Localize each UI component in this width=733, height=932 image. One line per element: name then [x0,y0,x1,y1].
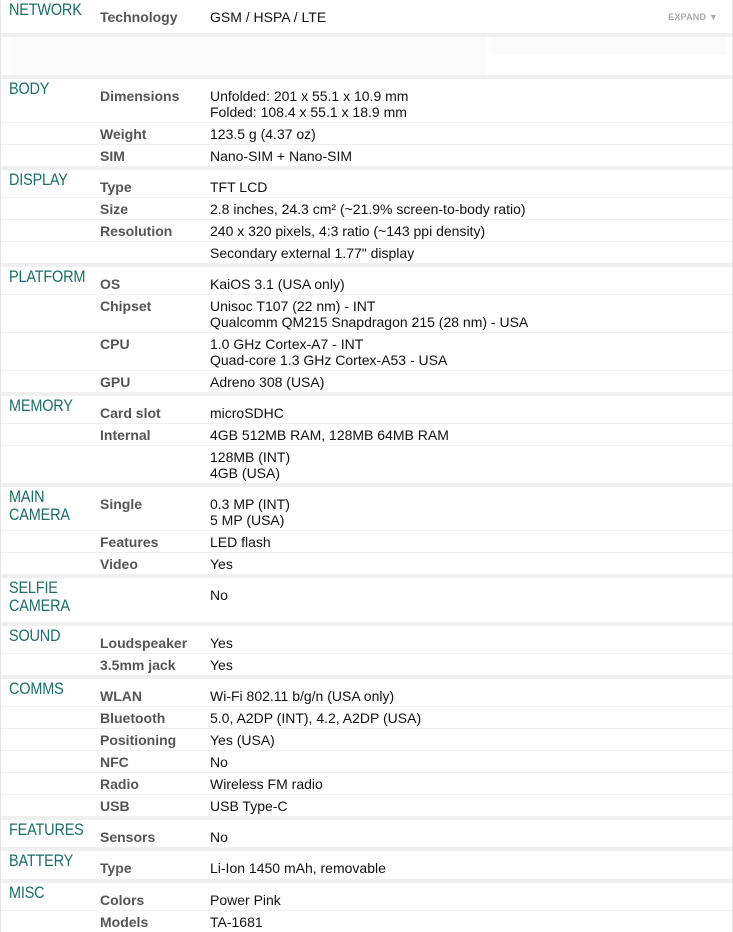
spec-value-line: Yes [210,635,233,651]
spec-row [1,883,732,910]
spec-row [1,750,732,772]
category-label: BATTERY [9,851,74,870]
spec-value-line: Quad-core 1.3 GHz Cortex-A53 - USA [210,352,448,368]
spec-value-line: TFT LCD [210,179,268,195]
spec-section-misc [1,879,732,932]
spec-row [1,294,732,332]
spec-value-line: Yes [210,657,233,673]
category-label: NETWORK [9,0,82,19]
spec-title: Resolution [100,223,173,239]
spec-title: OS [100,276,121,292]
spec-row [1,267,732,294]
spec-row [1,706,732,728]
spec-row [1,578,732,622]
spec-section-platform [1,263,732,392]
spec-row [1,487,732,530]
spec-title: Chipset [100,298,152,314]
spec-section-selfie-camera [1,574,732,622]
spec-row [1,396,732,423]
spec-value [205,176,267,197]
spec-value-line: Unfolded: 201 x 55.1 x 10.9 mm [210,88,409,104]
spec-section-main-camera [1,483,732,574]
spec-title: Weight [100,126,147,142]
spec-row [1,728,732,750]
spec-title: WLAN [100,688,142,704]
category-label: MEMORY [9,396,73,415]
category-label: DISPLAY [9,170,68,189]
spec-value-line: GSM / HSPA / LTE [210,9,327,25]
spec-row [1,772,732,794]
spec-title: USB [100,798,130,814]
spec-value-line: Yes (USA) [210,732,275,748]
spec-value [205,371,324,392]
expand-button[interactable]: EXPAND ▼ [668,12,718,22]
spec-row [1,79,732,122]
spec-value [205,6,326,27]
spec-row [1,122,732,144]
category-label: COMMS [9,679,64,698]
spec-row [1,197,732,219]
spec-title: Type [100,179,132,195]
category-label: FEATURES [9,820,84,839]
spec-row [1,370,732,392]
category-label: MAIN CAMERA [9,487,70,524]
spec-title: NFC [100,754,129,770]
spec-value [205,857,386,879]
spec-value [205,145,352,166]
spec-section-memory [1,392,732,483]
spec-value-line: Power Pink [210,892,281,908]
spec-value [205,773,323,794]
spec-value [205,531,271,552]
spec-value-line: No [210,587,228,603]
spec-title: Internal [100,427,151,443]
spec-row [1,820,732,847]
spec-value-line: LED flash [210,534,271,550]
spec-value [205,795,288,816]
spec-section-features [1,816,732,847]
spec-row [1,794,732,816]
spec-section-comms [1,675,732,816]
spec-value-line: Adreno 308 (USA) [210,374,325,390]
spec-value [205,826,228,847]
spec-value [205,685,394,706]
spec-value [205,911,263,932]
spec-title: Video [100,556,138,572]
spec-title: GPU [100,374,131,390]
spec-title: Bluetooth [100,710,166,726]
spec-title [95,242,205,263]
spec-row [1,530,732,552]
spec-title: CPU [100,336,130,352]
spec-title: Radio [100,776,139,792]
category-label: BODY [9,79,50,98]
spec-value [205,123,316,144]
spec-value [205,333,447,370]
spec-value-line: Secondary external 1.77" display [210,245,415,261]
spec-value-line: No [210,829,228,845]
spec-title: Technology [100,9,178,25]
spec-value-line: 4GB 512MB RAM, 128MB 64MB RAM [210,427,449,443]
spec-value [205,889,281,910]
spec-row [1,332,732,370]
spec-value-line: KaiOS 3.1 (USA only) [210,276,345,292]
spec-title: Colors [100,892,145,908]
spec-row [1,144,732,166]
spec-title: Loudspeaker [100,635,188,651]
spec-title: Size [100,201,129,217]
spec-value-line: 123.5 g (4.37 oz) [210,126,316,142]
spec-row [1,170,732,197]
category-label: PLATFORM [9,267,86,286]
spec-value [205,584,228,622]
spec-section-display [1,166,732,263]
spec-value-line: 1.0 GHz Cortex-A7 - INT [210,336,364,352]
spec-value-line: TA-1681 [210,914,263,930]
spec-row [1,0,732,33]
spec-value [205,295,528,332]
spec-value [205,632,233,653]
spec-value [205,242,414,263]
spec-value [205,707,421,728]
spec-value [205,654,233,675]
spec-title: Features [100,534,159,550]
spec-title: Card slot [100,405,161,421]
spec-title: Single [100,496,143,512]
spec-value [205,493,290,530]
spec-value-line: Wireless FM radio [210,776,323,792]
spec-value-line: Nano-SIM + Nano-SIM [210,148,352,164]
spec-title: Positioning [100,732,177,748]
spec-value [205,446,290,483]
spec-value [205,273,345,294]
spec-section-network [1,0,732,33]
spec-value [205,198,526,219]
spec-title: 3.5mm jack [100,657,176,673]
spec-section-battery [1,847,732,879]
spec-row [1,626,732,653]
spec-value [205,553,233,574]
spec-title [95,446,205,483]
spec-title: Type [100,860,132,876]
spec-value-line: 5 MP (USA) [210,512,285,528]
ad-placeholder [1,33,732,75]
spec-value-line: USB Type-C [210,798,288,814]
spec-value-line: Yes [210,556,233,572]
spec-row [1,423,732,445]
spec-title: Dimensions [100,88,180,104]
spec-section-body [1,75,732,166]
spec-title: Models [100,914,149,930]
spec-row [1,445,732,483]
category-label: MISC [9,883,45,902]
spec-value-line: No [210,754,228,770]
spec-value-line: Unisoc T107 (22 nm) - INT [210,298,376,314]
spec-value-line: 5.0, A2DP (INT), 4.2, A2DP (USA) [210,710,422,726]
spec-title: Sensors [100,829,156,845]
spec-row [1,552,732,574]
spec-section-sound [1,622,732,675]
spec-value-line: 4GB (USA) [210,465,281,481]
category-label: SELFIE CAMERA [9,578,70,615]
spec-value-line: 240 x 320 pixels, 4:3 ratio (~143 ppi density) [210,223,486,239]
spec-value [205,424,449,445]
spec-title [95,584,205,622]
spec-row [1,219,732,241]
spec-value-line: Folded: 108.4 x 55.1 x 18.9 mm [210,104,407,120]
spec-row [1,851,732,879]
spec-row [1,241,732,263]
spec-value [205,402,284,423]
ad-block [491,37,726,55]
spec-value-line: 2.8 inches, 24.3 cm² (~21.9% screen-to-body ratio) [210,201,526,217]
spec-value-line: Li-Ion 1450 mAh, removable [210,860,386,876]
category-label: SOUND [9,626,61,645]
spec-value [205,751,228,772]
spec-title: SIM [100,148,125,164]
spec-value-line: 128MB (INT) [210,449,291,465]
spec-value [205,220,485,241]
spec-row [1,653,732,675]
spec-row [1,910,732,932]
spec-value-line: Qualcomm QM215 Snapdragon 215 (28 nm) - USA [210,314,529,330]
ad-block [11,37,486,75]
spec-value [205,729,275,750]
spec-value-line: Wi-Fi 802.11 b/g/n (USA only) [210,688,395,704]
spec-value-line: 0.3 MP (INT) [210,496,290,512]
spec-value-line: microSDHC [210,405,284,421]
spec-row [1,679,732,706]
spec-value [205,85,408,122]
